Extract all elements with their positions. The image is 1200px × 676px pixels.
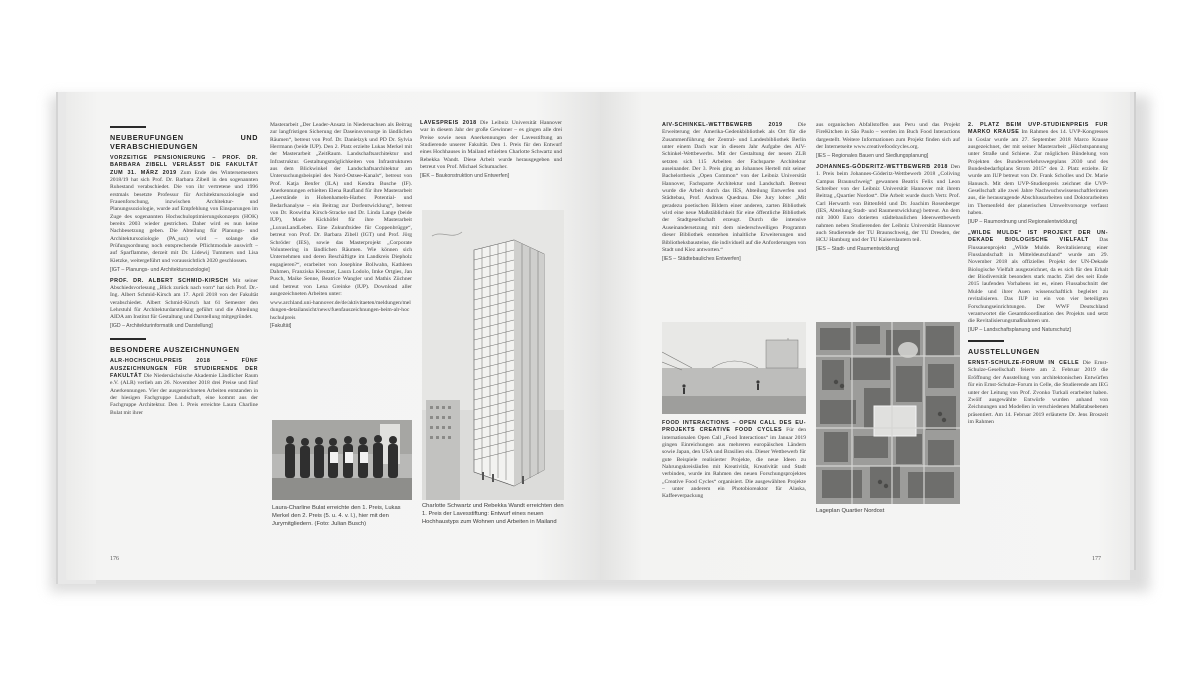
- mulde-kicker: „WILDE MULDE“ IST PROJEKT DER UN-DEKADE BIOLOGISCHE VIELFALT: [968, 230, 1108, 244]
- schmid-credit: [IGD – Architekturinformatik und Darstellung]: [110, 323, 213, 330]
- mulde-credit: [IUP – Landschaftsplanung und Naturschutz]: [968, 327, 1071, 334]
- schulze-text: Die Ernst-Schulze-Gesellschaft feierte am 2. Februar 2019 die Eröffnung der Ausstellung von architektonischen Entwürfen für ein Ernst-Schulze-Forum in Celle, die Studierende am IEG unter der Leitung von Prof. Zvonko Turkali erarbeitet haben. Zwölf ausgewählte Entwürfe wurden anhand von Zeichnungen und Modellen in verschiedenen Maßstabsebenen präsentiert. Am 14. Februar 2019 erläuterte Dr. Jens Broszeit im Rahmen: [968, 360, 1108, 425]
- col2-credit: [IES – Regionales Bauen und Siedlungsplanung]: [816, 152, 929, 159]
- right-column-3: [968, 122, 1108, 577]
- zibell-text: Zum Ende des Wintersemesters 2018/19 hat sich Prof. Dr. Barbara Zibell in den sogenannten Ruhestand verabschiedet. Die von ihr vertretene und 1996 erstmals besetzte Professur für Architektursoziologie und Frauenforschung, inzwischen Architektur- und Planungssoziologie, wurde auf Empfehlung von Einsparungen im Zuge des sogenannten Hochschuloptimierungskonzepts (HOK) bereits 2003 wieder gestrichen. Daher wird es nun keine Nachbesetzung geben. Die Abteilung für Planungs- und Architektursoziologie (PA_soz) wird – solange die Prüfungsordnung noch entsprechende Pflichtmodule auswirft – auf Sparflamme, derzeit mit Dr. Lidewij Tummers und Lisa Kietzke, weitergeführt und voraussichtlich 2020 geschlossen.: [110, 169, 258, 264]
- aiv-text: Die Erweiterung der Amerika-Gedenkbibliothek als Ort für die Zusammenführung der Zentral- und Landesbibliothek Berlin unter einem Dach war in diesem Jahr Aufgabe des AIV-Schinkel-Wettbewerbs. Mit der Gestaltung der neuen ZLB setzten sich 115 Arbeiten der Fachsparte Architektur auseinander. Der 3. Preis ging an Johannes Hertell mit seiner Bachelorthesis „Open Common“ von der Leibniz Universität Hannover, Fachsparte Architektur und Landschaft. Betreut wurde die Arbeit durch das IES, Abteilung Entwerfen und Städtebau, Prof. Andreas Quednau. Die Jury lobte: „Mit geradezu poetischen Bildern einer anderen, zarten Bibliothek wird eine neue Maßstäblichkeit für eine öffentliche Bibliothek der Stadtgesellschaft erzeugt. Durch die intensive Auseinandersetzung mit dem niederschwelligen Programm dieser Bibliothek entstehen inhaltliche Erweiterungen und Bibliotheksbausteine, die individuell auf die Anforderungen von Stadt und Kiez antworten.“: [662, 122, 806, 253]
- goederitz-paragraph: [816, 164, 960, 245]
- left-column-3: [420, 120, 562, 210]
- col2-text: aus organischen Abfallstoffen aus Peru und das Projekt FireKitchen in São Paulo – werden im Buch Food Interactions dargestellt. Weitere Informationen zum Projekt finden sich auf der Internetseite www.creativefoodcycles.org.: [816, 122, 960, 151]
- uvp-paragraph: [968, 122, 1108, 217]
- section-rule: [110, 338, 146, 340]
- page-number-right: 177: [1092, 556, 1101, 562]
- col2-text: Masterarbeit „Der Leader-Ansatz in Niedersachsen als Beitrag zur langfristigen Sicherung der Daseinsvorsorge in ländlichen Räumen“, betreut von Prof. Dr. Danielzyk und PD Dr. Sylvia Herrmann (beide IUP). Den 2. Platz erzielte Lukas Merkel mit der Masterarbeit „ZeitRaum. Landschaftsarchitektur und Infrastruktur. Gestaltungsmöglichkeiten von Infrastrukturen aus dem Blickwinkel der Landschaftsarchitektur am Untersuchungsbeispiel des Nord-Ostsee-Kanals“, betreut von Prof. Katja Benfer (ILA) und Kendra Busche (IF). Anerkennungen erhielten Elena Raufland für ihre Masterarbeit „Leerstände in Hohenhameln-Harber. Potential- und Bedarfsanalyse – ein Beitrag zur Dorfentwicklung“, betreut von Dr. Roswitha Kirsch-Stracke und Dr. Linda Lange (beide IUP), Marie Kickhöfel für ihre Masterarbeit „LuxusLandLeben. Eine Zukunftsidee für Coppenbrügge“, betreut von Prof. Dr. Barbara Zibell (IGT) und Prof. Jörg Schröder (IES), sowie das Masterprojekt „Corporate Volunteering in ländlichen Räumen. Wie können sich Unternehmen und deren Beschäftigte im Landkreis Diepholz engagieren?“, erarbeitet von Josephine Bollwahn, Kathleen Dahmen, Franziska Kreutzer, Laura Lodolo, Imke Ortgies, Jan Pusch, Maike Senne, Beatrice Wangler und Mathis Züchner und betreut von Lena Greinke (IUP). Download aller ausgezeichneten Arbeiten unter:: [270, 122, 412, 297]
- uvp-kicker: 2. PLATZ BEIM UVP-STUDIENPREIS FÜR MARKO KRAUSE: [968, 122, 1108, 136]
- alr-kicker: ALR-HOCHSCHULPREIS 2018 – FÜNF AUSZEICHNUNGEN FÜR STUDIERENDE DER FAKULTÄT: [110, 358, 258, 380]
- jury-photo-caption: Laura-Charline Bulat erreichte den 1. Preis, Lukas Merkel den 2. Preis (5. u. 4. v. l.), hier mit den Jurymitgliedern. (Foto: Julian Busch): [272, 505, 401, 527]
- site-plan-graphic: [816, 322, 960, 504]
- alr-paragraph: [110, 358, 258, 417]
- site-plan-caption: Lageplan Quartier Nordost: [816, 508, 885, 514]
- schmid-text: Mit seiner Abschiedsvorlesung „Blick zurück nach vorn“ hat sich Prof. Dr.-Ing. Albert Schmid-Kirsch am 17. April 2018 von der Fakultät verabschiedet. Albert Schmid-Kirsch hat 61 Semester den Lehrstuhl für Architekturdarstellung geführt und die Abteilung AIDA am Institut für Gestaltung und Darstellung mitgegründet.: [110, 277, 258, 321]
- left-page: [66, 92, 600, 580]
- section-heading-neuberufungen: NEUBERUFUNGEN UND VERABSCHIEDUNGEN: [110, 133, 258, 151]
- tower-rendering-graphic: [422, 210, 564, 500]
- food-text: Für den internationalen Open Call „Food Interactions“ im Januar 2019 gingen Einreichungen aus mehreren europäischen Ländern sowie Japan, den USA und Brasilien ein. Dieser Wettbewerb für gute Beispiele realisierter Projekte, die neue Ideen zu Nahrungskreisläufen mit Kreativität, Kreativität und Stadt verbinden, wurde im Rahmen des neuen Forschungsprojektes „Creative Food Cycles“ organisiert. Die ausgewählten Projekte – unter anderem ein Photobioreaktor für Alaska, Kaffeeverpackung: [662, 427, 806, 500]
- right-column-2: [816, 122, 960, 318]
- download-url: www.archland.uni-hannover.de/de/aktivitaeten/meldungen/meldungen-detailansicht/news/fuenfauszeichnungen-beim-alr-hochschulpreis: [270, 299, 411, 321]
- right-column-1: [662, 122, 806, 318]
- schmid-paragraph: [110, 278, 258, 322]
- schmid-kicker: PROF. DR. ALBERT SCHMID-KIRSCH: [110, 277, 229, 284]
- laves-text: Die Leibniz Universität Hannover war in diesem Jahr der große Gewinner – es gingen alle drei Preise sowie neun Anerkennungen der Lavesstiftung an Studierende unserer Fakultät. Den 1. Preis für den Entwurf eines Hochhauses in Mailand erhielten Charlotte Schwartz und Rebekka Wandt. Diese Arbeit wurde herausgegeben und betreut von Prof. Michael Schumacher.: [420, 120, 562, 171]
- section-rule: [110, 126, 146, 128]
- section-heading-auszeichnungen: BESONDERE AUSZEICHNUNGEN: [110, 345, 240, 355]
- mulde-paragraph: [968, 230, 1108, 325]
- food-paragraph: [662, 420, 806, 501]
- zibell-credit: [IGT – Planungs- und Architektursoziologie]: [110, 266, 210, 273]
- mulde-text: Das Flussauenprojekt „Wilde Mulde. Revitalisierung einer Flusslandschaft in Mitteldeutschland“ wurde am 29. November 2018 als offizielles Projekt der UN-Dekade Biologische Vielfalt ausgezeichnet, da es sich für den Erhalt der Biodiversität besonders stark macht. Ziel des seit Ende 2015 laufenden Vorhabens ist es, einen Flussabschnitt der Mulde und ihrer Auen wissenschaftlich begleitet zu revitalisieren. Das IUP ist ein von vier beteiligten Forschungseinrichtungen. Der WWF Deutschland verantwortet die Gesamtkoordination des Projekts und setzt die Revitalisierungsmaßnahmen um.: [968, 237, 1108, 325]
- aiv-credit: [IES – Städtebauliches Entwerfen]: [662, 255, 741, 262]
- left-column-1: [110, 122, 258, 577]
- page-number-left: 176: [110, 556, 119, 562]
- site-plan: [816, 322, 960, 504]
- tower-rendering: [422, 210, 564, 500]
- aiv-paragraph: [662, 122, 806, 254]
- schulze-paragraph: [968, 360, 1108, 426]
- aiv-kicker: AIV-SCHINKEL-WETTBEWERB 2019: [662, 122, 783, 128]
- laves-paragraph: [420, 120, 562, 171]
- jury-group-photo: [272, 420, 412, 500]
- right-column-1-lower: [662, 420, 806, 568]
- zibell-paragraph: [110, 155, 258, 265]
- laves-credit: [IEK – Baukonstruktion und Entwerfen]: [420, 173, 510, 179]
- goederitz-kicker: JOHANNES-GÖDERITZ-WETTBEWERB 2018: [816, 163, 948, 170]
- laves-kicker: LAVESPREIS 2018: [420, 120, 477, 126]
- left-column-2: [270, 122, 412, 418]
- goederitz-credit: [IES – Stadt- und Raumentwicklung]: [816, 246, 900, 253]
- library-rendering: [662, 322, 806, 414]
- zibell-kicker: VORZEITIGE PENSIONIERUNG – PROF. DR. BARBARA ZIBELL VERLÄSST DIE FAKULTÄT ZUM 31. MÄRZ 2019: [110, 155, 258, 176]
- food-kicker: FOOD INTERACTIONS – OPEN CALL DES EU-PROJEKTS CREATIVE FOOD CYCLES: [662, 420, 806, 434]
- schulze-kicker: ERNST-SCHULZE-FORUM IN CELLE: [968, 360, 1080, 367]
- uvp-credit: [IUP – Raumordnung und Regionalentwicklung]: [968, 219, 1078, 226]
- goederitz-text: Den 1. Preis beim Johannes-Göderitz-Wettbewerb 2018 „Coliving Campus Braunschweig“ gewannen Beatrix Felix und Leon Schreiber von der Leibniz Universität Hannover mit ihrem Beitrag „Quartier Nordost“. Die Arbeit wurde durch Vertr. Prof. Carl Herwarth von Bittenfeld und Dr. Joachim Rosenberger (IES, Abteilung Stadt- und Raumentwicklung) betreut. An dem mit 3000 Euro dotierten städtebaulichen Ideenwettbewerb nahmen neben Studierenden der Leibniz Universität Hannover auch Studierende der TU Braunschweig, der TU Dresden, der HCU Hamburg und der TU Kaiserslautern teil.: [816, 163, 960, 244]
- alr-text: Die Niedersächsische Akademie Ländlicher Raum e.V. (ALR) verlieh am 26. November 2018 drei Preise und fünf Anerkennungen. Vier der ausgezeichneten Arbeiten entstanden in der hiesigen Fachgruppe Landschaft, eine kommt aus der Fachgruppe Architektur. Den 1. Preis erreichte Laura Charline Bulat mit ihrer: [110, 373, 258, 416]
- col2-credit: [Fakultät]: [270, 323, 292, 330]
- section-rule: [968, 340, 1004, 342]
- library-rendering-graphic: [662, 322, 806, 414]
- jury-group-photo-graphic: [272, 420, 412, 500]
- right-page: [600, 92, 1130, 580]
- section-heading-ausstellungen: AUSSTELLUNGEN: [968, 347, 1040, 357]
- uvp-text: Im Rahmen des 14. UVP-Kongresses in Goslar wurde am 27. September 2018 Marco Krause ausgezeichnet, der mit seiner Masterarbeit „Höchstspannung unter Straße und Schiene. Zur möglichen Bündelung von Projekten des Bundesverkehrswegeplans 2030 und des Bundesbedarfsplans Strom 2015“ den 2. Platz erzielte. Er wurde am IUP betreut von Dr. Frank Scholles und Dr. Marie Hanusch. Mit dem UVP-Studienpreis zeichnet die UVP-Gesellschaft alle zwei Jahre Nachwuchswissenschaftlerinnen aus, die herausragende Abschlussarbeiten und Doktorarbeiten im Themenfeld der planerischen Umweltvorsorge verfasst haben.: [968, 129, 1108, 217]
- tower-caption: Charlotte Schwartz und Rebekka Wandt erreichten den 1. Preis der Lavesstiftung: Entwurf eines neuen Hochhaustyps zum Wohnen und Arbeiten in Mailand: [422, 503, 564, 525]
